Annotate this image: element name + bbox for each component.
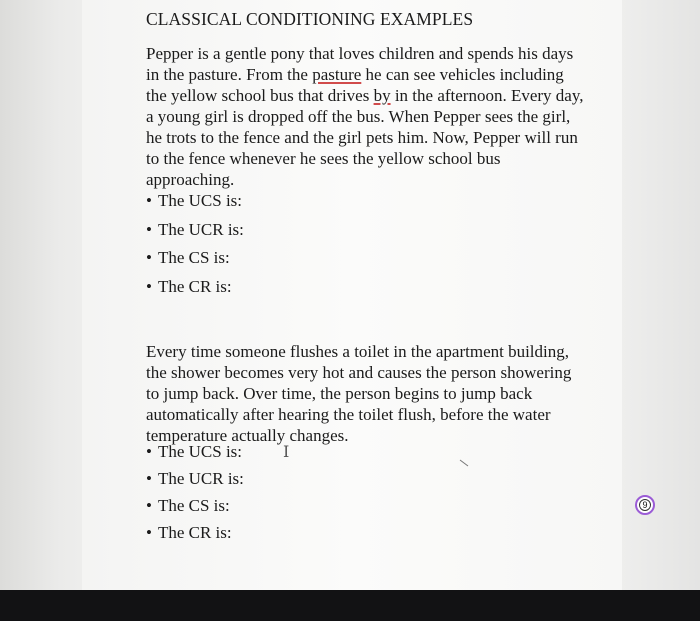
- paragraph-line: approaching.: [146, 170, 235, 189]
- paragraph-line: the yellow school bus that drives by in the afternoon. Every day,: [146, 86, 584, 105]
- paragraph-line: he trots to the fence and the girl pets him. Now, Pepper will run: [146, 128, 578, 147]
- paragraph-line: Pepper is a gentle pony that loves children and spends his days: [146, 44, 574, 63]
- bullet-ucs-2[interactable]: • The UCS is:: [146, 442, 243, 461]
- bullet-cs-1[interactable]: • The CS is:: [146, 248, 230, 267]
- spellcheck-word[interactable]: by: [373, 86, 391, 105]
- text-cursor-icon: I: [283, 442, 290, 461]
- example-1-paragraph[interactable]: [146, 43, 586, 190]
- paragraph-line: temperature actually changes.: [146, 426, 349, 445]
- paragraph-line: the shower becomes very hot and causes the person showering: [146, 363, 572, 382]
- paragraph-line: Every time someone flushes a toilet in the apartment building,: [146, 342, 570, 361]
- bullet-cs-2[interactable]: • The CS is:: [146, 496, 230, 515]
- paragraph-line: in the pasture. From the pasture he can see vehicles including: [146, 65, 564, 84]
- page-badge-number: 9: [639, 499, 651, 511]
- paragraph-line: to jump back. Over time, the person begins to jump back: [146, 384, 533, 403]
- bottom-bezel: [0, 590, 700, 621]
- document-heading: CLASSICAL CONDITIONING EXAMPLES: [146, 9, 474, 29]
- bullet-ucs-1[interactable]: • The UCS is:: [146, 191, 243, 210]
- paragraph-line: a young girl is dropped off the bus. When Pepper sees the girl,: [146, 107, 571, 126]
- page-badge-icon[interactable]: [635, 495, 655, 515]
- bullet-ucr-2[interactable]: • The UCR is:: [146, 469, 244, 488]
- paragraph-line: to the fence whenever he sees the yellow school bus: [146, 149, 501, 168]
- stray-mark-icon: [459, 459, 469, 467]
- example-2-paragraph[interactable]: [146, 341, 586, 446]
- bullet-ucr-1[interactable]: • The UCR is:: [146, 220, 244, 239]
- paragraph-line: automatically after hearing the toilet flush, before the water: [146, 405, 551, 424]
- spellcheck-word[interactable]: pasture: [312, 65, 362, 84]
- bullet-cr-1[interactable]: • The CR is:: [146, 277, 232, 296]
- bullet-cr-2[interactable]: • The CR is:: [146, 523, 232, 542]
